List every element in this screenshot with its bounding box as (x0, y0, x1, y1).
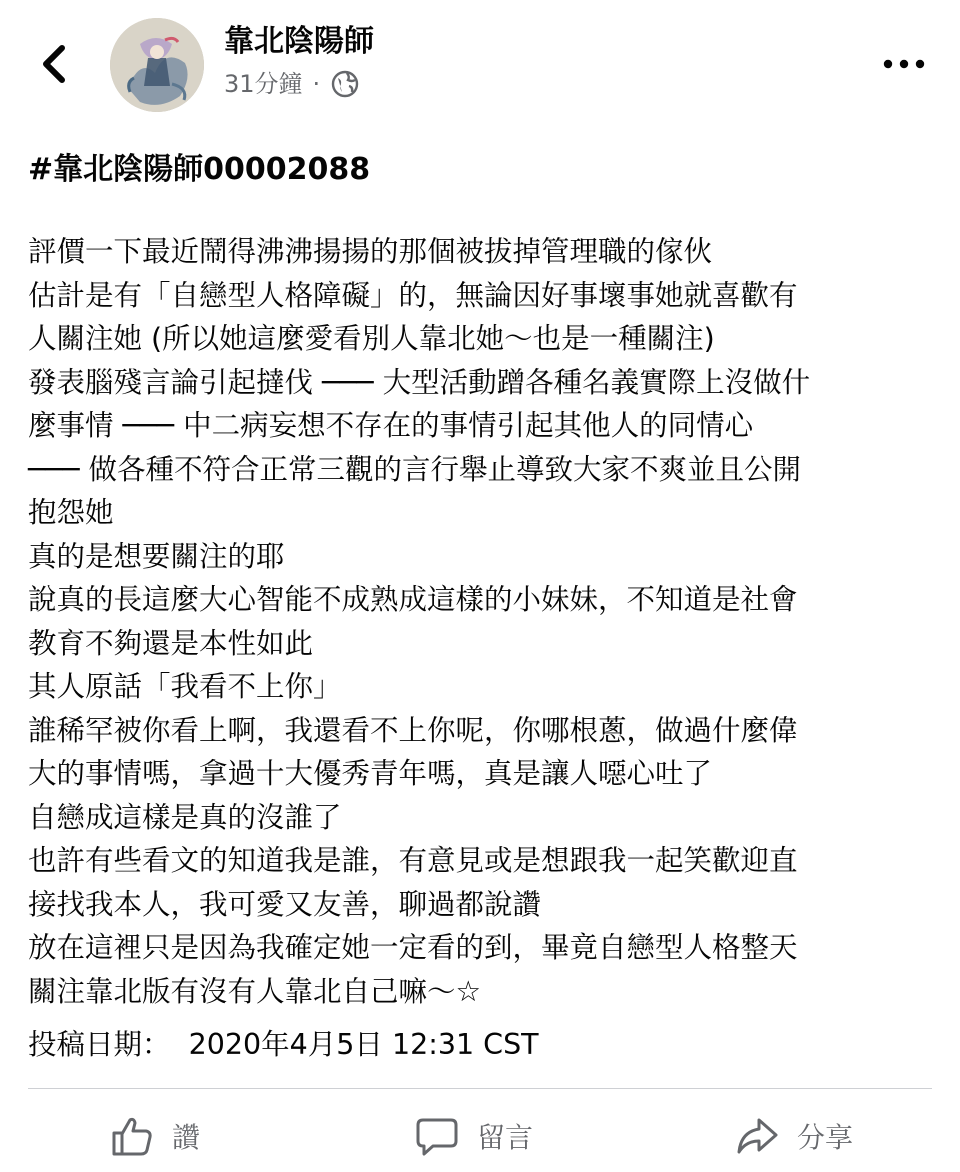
post-line: 放在這裡只是因為我確定她一定看的到，畢竟自戀型人格整天 (28, 931, 798, 964)
post-body (28, 230, 938, 1013)
back-button[interactable] (30, 40, 78, 88)
post-line: ─── 做各種不符合正常三觀的言行舉止導致大家不爽並且公開 (28, 452, 802, 486)
post-line: 抱怨她 (28, 496, 114, 529)
share-button[interactable] (735, 1105, 853, 1167)
submission-date: 投稿日期： 2020年4月5日 12:31 CST (28, 1028, 539, 1061)
comment-icon (415, 1114, 459, 1158)
post-line: 人關注她 (所以她這麼愛看別人靠北她～也是一種關注) (28, 322, 715, 355)
post-header (0, 0, 960, 130)
post-content (28, 150, 938, 1013)
page-name[interactable]: 靠北陰陽師 (224, 24, 374, 59)
share-icon (735, 1114, 779, 1158)
post-line: 誰稀罕被你看上啊，我還看不上你呢，你哪根蔥，做過什麼偉 (28, 713, 798, 747)
like-button[interactable] (110, 1105, 200, 1167)
post-line: 自戀成這樣是真的沒誰了 (28, 800, 342, 834)
comment-label: 留言 (477, 1121, 534, 1154)
post-line: 評價一下最近鬧得沸沸揚揚的那個被拔掉管理職的傢伙 (28, 235, 713, 268)
more-icon (880, 52, 928, 76)
post-line: 發表腦殘言論引起撻伐 ─── 大型活動蹭各種名義實際上沒做什 (28, 365, 811, 399)
post-line: 真的是想要關注的耶 (28, 539, 285, 573)
globe-icon (330, 69, 360, 99)
avatar[interactable] (110, 18, 204, 112)
post-line: 大的事情嗎，拿過十大優秀青年嗎，真是讓人噁心吐了 (28, 757, 713, 790)
post-line: 接找我本人，我可愛又友善，聊過都說讚 (28, 887, 542, 921)
chevron-left-icon (30, 40, 78, 88)
post-meta (224, 68, 360, 100)
share-label: 分享 (797, 1121, 854, 1154)
thumbs-up-icon (110, 1114, 154, 1158)
post-time[interactable]: 31分鐘 (224, 70, 303, 98)
divider (28, 1088, 932, 1089)
post-line: 估計是有「自戀型人格障礙」的，無論因好事壞事她就喜歡有 (28, 278, 798, 312)
meta-separator: · (312, 70, 321, 98)
post-line: 也許有些看文的知道我是誰，有意見或是想跟我一起笑歡迎直 (28, 844, 798, 877)
post-line: 關注靠北版有沒有人靠北自己嘛～☆ (28, 974, 482, 1008)
avatar-illustration (110, 18, 204, 112)
post-line: 其人原話「我看不上你」 (28, 670, 342, 703)
more-options-button[interactable] (880, 52, 928, 76)
action-bar (0, 1105, 960, 1167)
post-line: 麼事情 ─── 中二病妄想不存在的事情引起其他人的同情心 (28, 409, 754, 442)
post-line: 說真的長這麼大心智能不成熟成這樣的小妹妹，不知道是社會 (28, 583, 798, 616)
post-line: 教育不夠還是本性如此 (28, 626, 314, 660)
post-hashtag[interactable]: #靠北陰陽師00002088 (28, 152, 371, 187)
comment-button[interactable] (415, 1105, 533, 1167)
like-label: 讚 (172, 1121, 201, 1154)
